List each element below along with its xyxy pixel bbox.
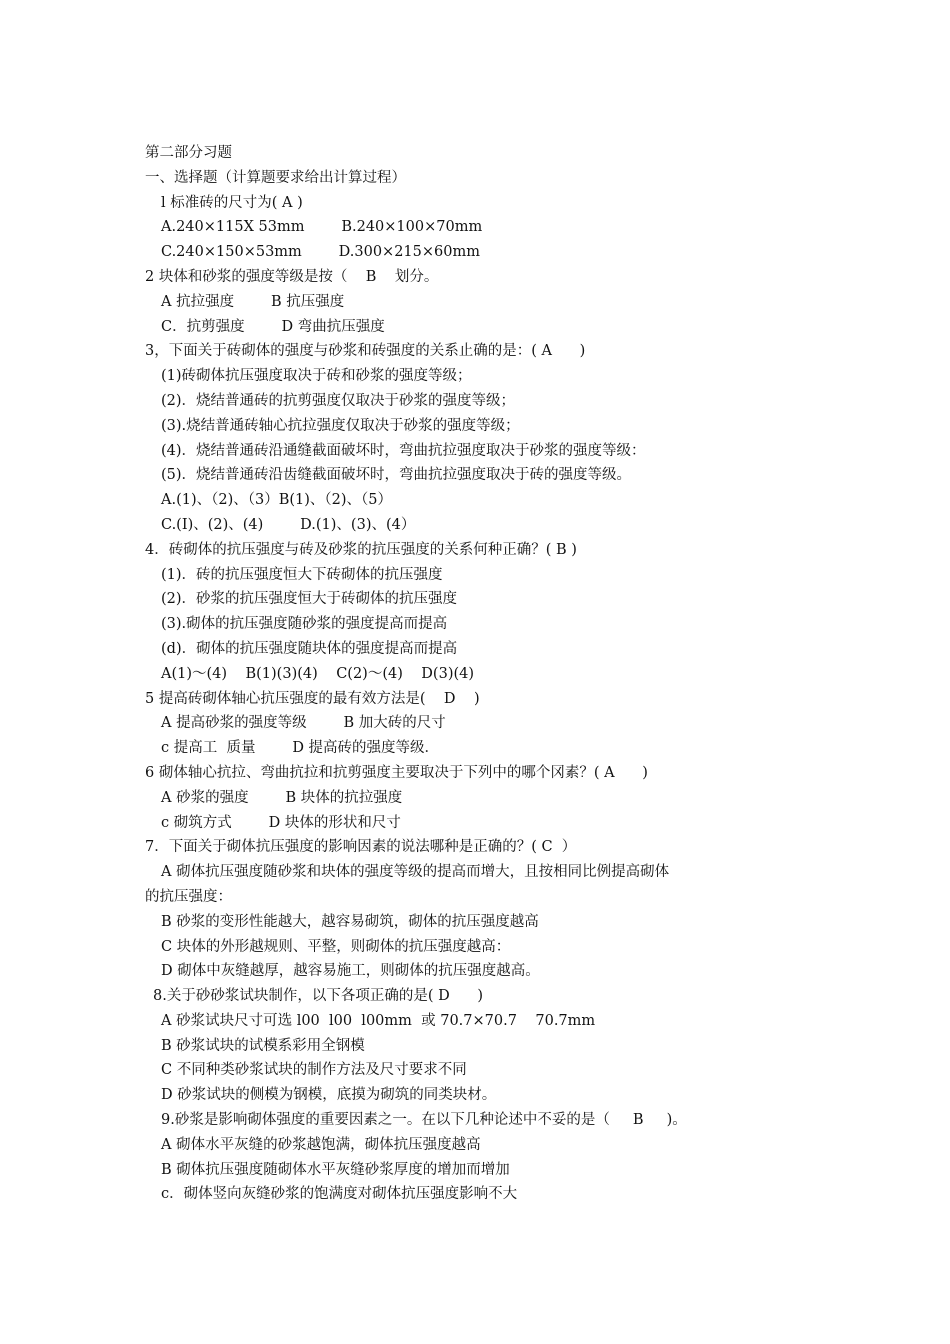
document-line: A 砌体水平灰缝的砂浆越饱满，砌体抗压强度越高 (161, 1136, 481, 1153)
document-line: l 标准砖的尺寸为( A ) (161, 194, 303, 211)
document-line: (2)．砂浆的抗压强度恒大于砖砌体的抗压强度 (161, 591, 458, 608)
subsection-title: 一、选择题（计算题要求给出计算过程） (145, 169, 406, 186)
document-line: 2 块体和砂浆的强度等级是按（ B 划分。 (145, 268, 439, 285)
document-line: A 砂浆试块尺寸可选 l00 l00 l00mm 或 70.7×70.7 70.7mm (161, 1012, 596, 1029)
document-line: (3).砌体的抗压强度随砂浆的强度提高而提高 (161, 616, 448, 633)
document-line: A 抗拉强度 B 抗压强度 (161, 293, 345, 310)
document-line: 4．砖砌体的抗压强度与砖及砂浆的抗压强度的关系何种正确？( B ) (145, 541, 577, 558)
document-line: 3，下面关于砖砌体的强度与砂浆和砖强度的关系止确的是：( A ) (145, 343, 586, 360)
document-line: (4)．烧结普通砖沿通缝截面破坏时，弯曲抗拉强度取决于砂浆的强度等级： (161, 442, 646, 459)
document-page (145, 141, 785, 1207)
document-line: (1)．砖的抗压强度恒大下砖砌体的抗压强度 (161, 566, 443, 583)
document-line: 5 提高砖砌体轴心抗压强度的最有效方法是( D ) (145, 690, 480, 707)
document-line: A.(1)、（2)、（3）B(1)、（2)、（5） (161, 492, 393, 509)
document-line: 的抗压强度： (145, 888, 232, 905)
document-line: C 块体的外形越规则、平整，则砌体的抗压强度越高： (161, 938, 511, 955)
document-line: (d)．砌体的抗压强度随块体的强度提高而提高 (161, 640, 458, 657)
document-line: B 砂浆的变形性能越大，越容易砌筑，砌体的抗压强度越高 (161, 913, 539, 930)
document-line: 9.砂浆是影响砌体强度的重要因素之一。在以下几种论述中不妥的是（ B )。 (161, 1112, 687, 1129)
document-line: B 砂浆试块的试模系彩用全钢模 (161, 1037, 365, 1054)
document-line: A 砂浆的强度 B 块体的抗拉强度 (161, 789, 403, 806)
document-line: c 砌筑方式 D 块体的形状和尺寸 (161, 814, 401, 831)
document-line: 8.关于砂砂浆试块制作，以下各项正确的是( D ) (153, 988, 484, 1005)
document-line: A(1)～(4) B(1)(3)(4) C(2)～(4) D(3)(4) (161, 665, 475, 682)
document-line: (2)．烧结普通砖的抗剪强度仅取决于砂浆的强度等级； (161, 392, 516, 409)
document-line: D 砌体中灰缝越厚，越容易施工，则砌体的抗压强度越高。 (161, 963, 540, 980)
document-line: c．砌体竖向灰缝砂浆的饱满度对砌体抗压强度影响不大 (161, 1186, 518, 1203)
document-line: C.240×150×53mm D.300×215×60mm (161, 244, 480, 261)
document-line: 7．下面关于砌体抗压强度的影响因素的说法哪种是正确的？( C ） (145, 839, 577, 856)
document-line: 6 砌体轴心抗拉、弯曲抗拉和抗剪强度主要取决于下列中的哪个冈素？( A ) (145, 764, 648, 781)
document-line: C.(I)、(2)、(4) D.(1)、(3)、(4） (161, 516, 416, 533)
document-line: C．抗剪强度 D 弯曲抗压强度 (161, 318, 385, 335)
document-line: D 砂浆试块的侧模为钢模，底摸为砌筑的同类块材。 (161, 1087, 497, 1104)
document-line: (5)．烧结普通砖沿齿缝截面破坏时，弯曲抗拉强度取决于砖的强度等级。 (161, 467, 632, 484)
document-line: A 提高砂浆的强度等级 B 加大砖的尺寸 (161, 715, 446, 732)
document-line: (1)砖砌体抗压强度取决于砖和砂浆的强度等级； (161, 368, 472, 385)
document-line: c 提高工 质量 D 提高砖的强度等级． (161, 740, 440, 757)
document-line: A 砌体抗压强度随砂浆和块体的强度等级的提高而增大，且按相同比例提高砌体 (161, 864, 670, 881)
document-line: A.240×115X 53mm B.240×100×70mm (161, 219, 483, 236)
document-line: B 砌体抗压强度随砌体水平灰缝砂浆厚度的增加而增加 (161, 1161, 510, 1178)
document-line: (3).烧结普通砖轴心抗拉强度仅取决于砂浆的强度等级； (161, 417, 520, 434)
section-title: 第二部分习题 (145, 145, 232, 161)
document-line: C 不同种类砂浆试块的制作方法及尺寸要求不同 (161, 1062, 467, 1079)
